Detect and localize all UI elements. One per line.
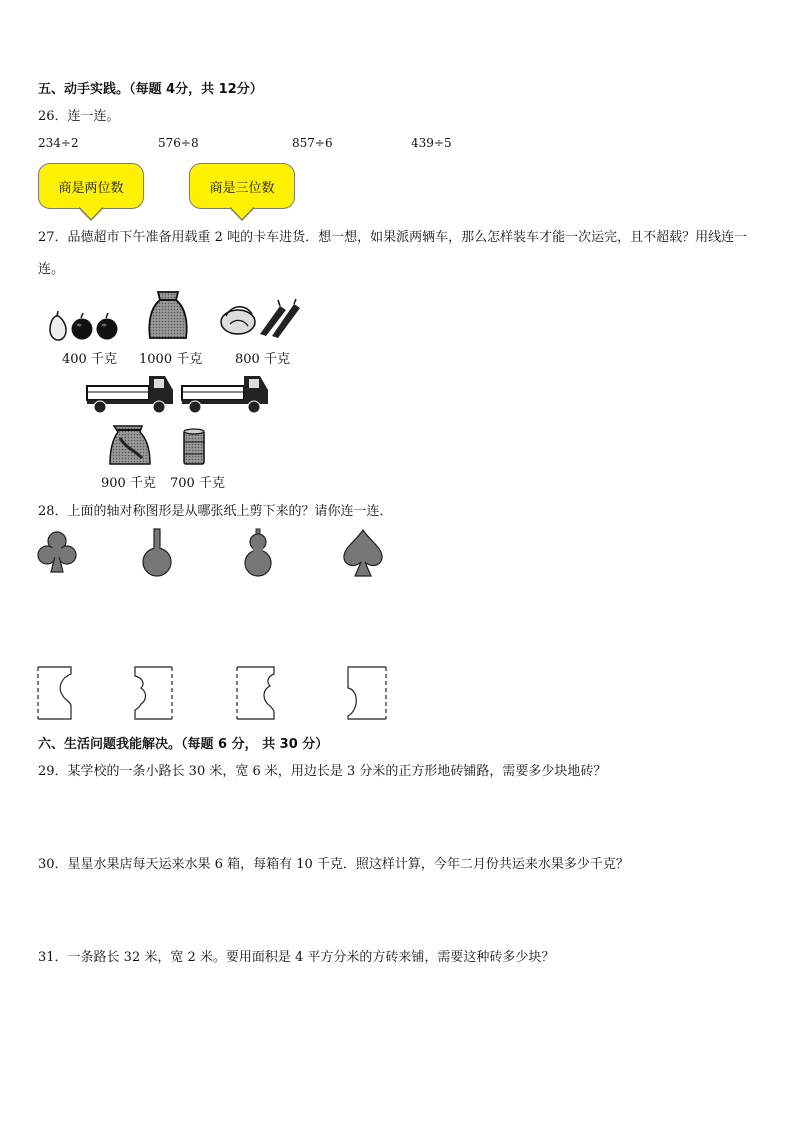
flask-shape-icon <box>139 528 175 578</box>
goods-label-700kg: 700 千克 <box>170 476 225 491</box>
question-29: 29．某学校的一条小路长 30 米，宽 6 米，用边长是 3 分米的正方形地砖铺路，需要多少块地砖？ <box>38 764 607 779</box>
goods-label-1000kg: 1000 千克 <box>139 352 203 367</box>
expression-439-div-5: 439÷5 <box>411 136 452 150</box>
bag-icon <box>106 424 154 466</box>
fruit-icon <box>46 310 120 342</box>
bubble-label: 商是三位数 <box>209 180 275 196</box>
paper-cut-2-icon[interactable] <box>131 666 173 720</box>
spade-shape-icon <box>341 528 385 578</box>
club-shape-icon <box>37 530 77 574</box>
question-27: 27．品德超市下午准备用载重 2 吨的卡车进货．想一想，如果派两辆车，那么怎样装车才能一次运完，且不超载？用线连一连。 <box>38 230 748 277</box>
question-28: 28．上面的轴对称图形是从哪张纸上剪下来的？请你连一连． <box>38 504 393 519</box>
bubble-three-digit-quotient[interactable] <box>189 163 295 209</box>
goods-label-800kg: 800 千克 <box>235 352 290 367</box>
question-26: 26．连一连。 <box>38 109 120 124</box>
paper-cut-3-icon[interactable] <box>236 666 278 720</box>
paper-cut-4-icon[interactable] <box>345 666 387 720</box>
expression-576-div-8: 576÷8 <box>158 136 199 150</box>
sack-icon <box>146 290 190 342</box>
goods-label-400kg: 400 千克 <box>62 352 117 367</box>
vegetables-icon <box>218 298 304 338</box>
goods-label-900kg: 900 千克 <box>101 476 156 491</box>
bubble-tail-icon <box>230 207 254 221</box>
section-5-title: 五、动手实践。（每题 4分，共 12分） <box>38 82 263 97</box>
truck-icon <box>180 370 270 415</box>
section-6-title: 六、生活问题我能解决。（每题 6 分， 共 30 分） <box>38 737 329 752</box>
question-31: 31．一条路长 32 米，宽 2 米。要用面积是 4 平方分米的方砖来铺，需要这种砖多少块？ <box>38 950 555 965</box>
paper-cut-1-icon[interactable] <box>37 666 77 720</box>
question-30: 30．星星水果店每天运来水果 6 箱，每箱有 10 千克．照这样计算，今年二月份共运来水果多少千克？ <box>38 857 629 872</box>
bubble-two-digit-quotient[interactable] <box>38 163 144 209</box>
gourd-shape-icon <box>240 528 276 578</box>
truck-icon <box>85 370 175 415</box>
barrel-icon <box>182 428 206 466</box>
bubble-tail-icon <box>79 207 103 221</box>
expression-234-div-2: 234÷2 <box>38 136 79 150</box>
expression-857-div-6: 857÷6 <box>292 136 333 150</box>
bubble-label: 商是两位数 <box>58 180 124 196</box>
